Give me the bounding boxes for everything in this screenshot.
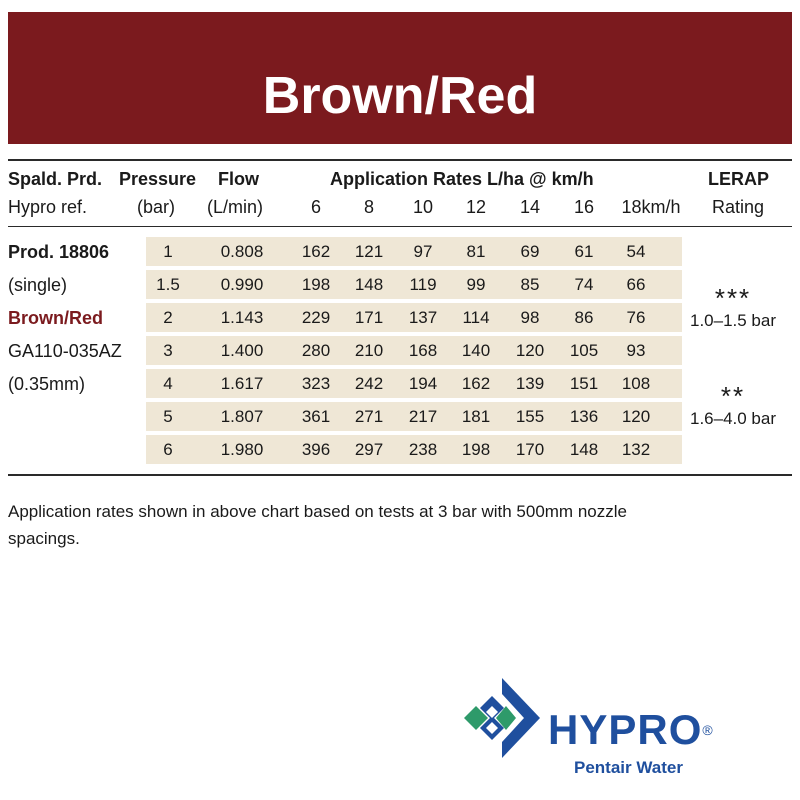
speed-header: 6 (310, 197, 322, 217)
flow-cell: 1.807 (220, 407, 264, 426)
speed-header: 18km/h (621, 197, 681, 217)
rate-cell: 76 (626, 308, 646, 327)
footnote: Application rates shown in above chart based on tests at 3 bar with 500mm nozzle spacings. (8, 502, 627, 548)
rate-cell: 61 (574, 242, 594, 261)
logo-tagline: Pentair Water (574, 758, 683, 777)
rate-cell: 85 (520, 275, 540, 294)
rate-cell: 121 (354, 242, 384, 261)
rate-cell: 181 (461, 407, 491, 426)
rate-cell: 69 (520, 242, 540, 261)
product-color: Brown/Red (8, 308, 104, 328)
rate-cell: 54 (626, 242, 646, 261)
rate-cell: 198 (301, 275, 331, 294)
product-ref: GA110-035AZ (8, 341, 122, 361)
lerap-stars: ** (720, 381, 746, 411)
header-bottom-rule (8, 226, 792, 227)
rate-cell: 148 (354, 275, 384, 294)
pressure-cell: 4 (163, 374, 173, 393)
registered-mark: ® (702, 722, 714, 738)
product-type: (single) (8, 275, 68, 295)
flow-cell: 1.400 (220, 341, 264, 360)
rate-cell: 140 (461, 341, 491, 360)
rate-cell: 151 (569, 374, 599, 393)
flow-cell: 0.990 (220, 275, 264, 294)
pressure-cell: 5 (163, 407, 173, 426)
rate-cell: 98 (520, 308, 540, 327)
rate-cell: 162 (461, 374, 491, 393)
rate-cell: 168 (408, 341, 438, 360)
rate-cell: 74 (574, 275, 594, 294)
rate-cell: 271 (354, 407, 384, 426)
product-number: Prod. 18806 (8, 242, 110, 262)
page-title: Brown/Red (262, 67, 538, 125)
header-flow: Flow (218, 169, 259, 189)
header-pressure-unit: (bar) (137, 197, 176, 217)
rate-cell: 93 (626, 341, 646, 360)
rate-cell: 86 (574, 308, 594, 327)
lerap-stars: *** (714, 283, 752, 313)
rate-cell: 210 (354, 341, 384, 360)
pressure-cell: 1.5 (156, 275, 180, 294)
lerap-range: 1.6–4.0 bar (689, 409, 777, 428)
hypro-logo-icon (462, 676, 544, 760)
rate-cell: 105 (569, 341, 599, 360)
rate-cell: 137 (408, 308, 438, 327)
header-flow-unit: (L/min) (207, 197, 264, 217)
pressure-cell: 6 (163, 440, 173, 459)
rate-cell: 99 (466, 275, 486, 294)
rate-cell: 108 (621, 374, 651, 393)
speed-header: 16 (573, 197, 595, 217)
flow-cell: 0.808 (220, 242, 264, 261)
rate-cell: 229 (301, 308, 331, 327)
rate-cell: 323 (301, 374, 331, 393)
speed-header: 10 (412, 197, 434, 217)
speed-header: 12 (465, 197, 487, 217)
rate-cell: 170 (515, 440, 545, 459)
rate-cell: 120 (515, 341, 545, 360)
header-rating: Rating (712, 197, 765, 217)
rate-cell: 297 (354, 440, 384, 459)
hypro-wordmark (548, 708, 714, 752)
rate-cell: 162 (301, 242, 331, 261)
rate-cell: 66 (626, 275, 646, 294)
speed-header: 8 (363, 197, 375, 217)
pressure-cell: 1 (163, 242, 173, 261)
header-top-rule (8, 159, 792, 161)
speed-header: 14 (519, 197, 541, 217)
flow-cell: 1.980 (220, 440, 264, 459)
flow-cell: 1.143 (220, 308, 264, 327)
pressure-cell: 3 (163, 341, 173, 360)
rate-cell: 155 (515, 407, 545, 426)
header-col1-line1: Spald. Prd. (8, 169, 103, 189)
rate-cell: 194 (408, 374, 438, 393)
rate-cell: 120 (621, 407, 651, 426)
rate-cell: 97 (413, 242, 433, 261)
rate-cell: 217 (408, 407, 438, 426)
rate-cell: 238 (408, 440, 438, 459)
rate-cell: 119 (409, 275, 437, 294)
flow-cell: 1.617 (220, 374, 264, 393)
header-application-rates: Application Rates L/ha @ km/h (330, 169, 594, 189)
header-lerap: LERAP (708, 169, 770, 189)
rate-cell: 198 (461, 440, 491, 459)
rate-cell: 171 (354, 308, 384, 327)
product-size: (0.35mm) (8, 374, 86, 394)
rate-cell: 114 (462, 308, 490, 327)
rate-cell: 81 (466, 242, 486, 261)
pressure-cell: 2 (163, 308, 173, 327)
rate-cell: 136 (569, 407, 599, 426)
header-pressure: Pressure (119, 169, 197, 189)
rate-cell: 280 (301, 341, 331, 360)
rate-cell: 242 (354, 374, 384, 393)
rate-cell: 148 (569, 440, 599, 459)
rate-cell: 396 (301, 440, 331, 459)
table-bottom-rule (8, 474, 792, 476)
brand-name: HYPRO (548, 706, 703, 753)
rate-cell: 132 (621, 440, 651, 459)
rate-cell: 361 (301, 407, 331, 426)
header-col1-line2: Hypro ref. (8, 197, 88, 217)
lerap-range: 1.0–1.5 bar (689, 311, 777, 330)
rate-cell: 139 (515, 374, 545, 393)
title-banner (8, 12, 792, 144)
